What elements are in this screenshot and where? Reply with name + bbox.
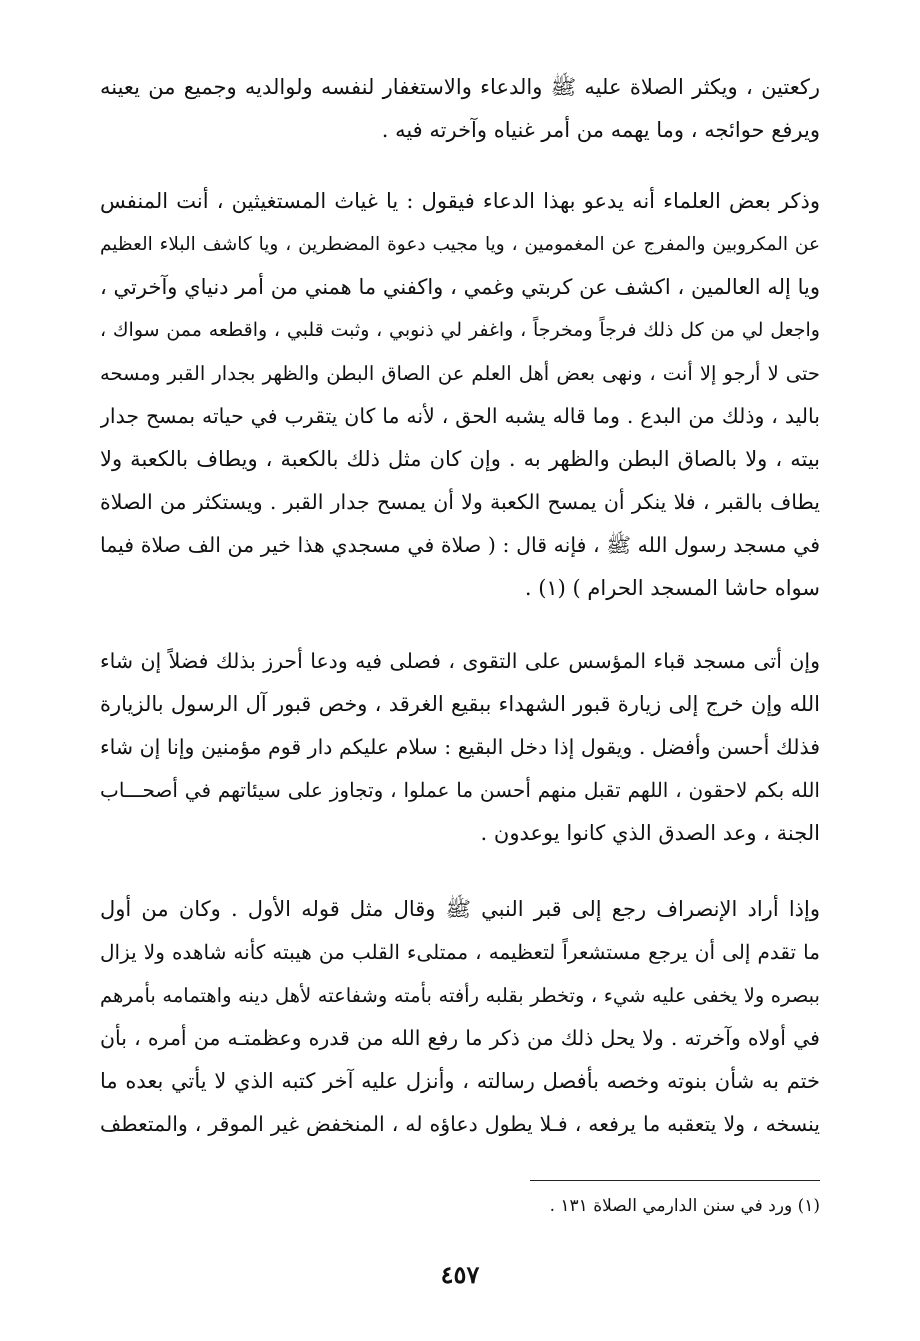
paragraph-4 [100,888,820,1146]
paragraph-3 [100,640,820,855]
text-line: فذلك أحسن وأفضل . ويقول إذا دخل البقيع : سلام عليكم دار قوم مؤمنين وإنا إن شاء [100,735,820,759]
page-number: ٤٥٧ [440,1260,480,1289]
text-line: وذكر بعض العلماء أنه يدعو بهذا الدعاء فيقول : يا غياث المستغيثين ، أنت المنفس [100,189,820,213]
text-line: سواه حاشا المسجد الحرام ) (١) . [524,576,820,600]
text-line: ينسخه ، ولا يتعقبه ما يرفعه ، فـلا يطول دعاؤه له ، المنخفض غير الموقر ، والمتعطف [100,1112,820,1136]
text-line: الله وإن خرج إلى زيارة قبور الشهداء ببقيع الغرقد ، وخص قبور آل الرسول بالزيارة [100,692,820,716]
text-line: باليد ، وذلك من البدع . وما قاله يشبه الحق ، لأنه ما كان يتقرب في حياته بمسح جدار [100,404,820,428]
text-line: وإن أتى مسجد قباء المؤسس على التقوى ، فصلى فيه ودعا أحرز بذلك فضلاً إن شاء [100,649,820,673]
text-line: حتى لا أرجو إلا أنت ، ونهى بعض أهل العلم عن الصاق البطن والظهر بجدار القبر ومسحه [100,362,820,385]
text-line: يطاف بالقبر ، فلا ينكر أن يمسح الكعبة ولا أن يمسح جدار القبر . ويستكثر من الصلاة [100,490,820,514]
text-line: وإذا أراد الإنصراف رجع إلى قبر النبي ﷺ وقال مثل قوله الأول . وكان من أول [100,897,820,921]
text-line: ختم به شأن بنوته وخصه بأفصل رسالته ، وأنزل عليه آخر كتبه الذي لا يأتي بعده ما [100,1069,820,1093]
text-line: ما تقدم إلى أن يرجع مستشعراً لتعظيمه ، ممتلىء القلب من هيبته كأنه شاهده ولا يزال [100,940,820,964]
paragraph-2 [100,180,820,610]
text-line: في أولاه وآخرته . ولا يحل ذلك من ذكر ما رفع الله من قدره وعظمتـه من أمره ، بأن [100,1026,820,1050]
text-line: الله بكم لاحقون ، اللهم تقبل منهم أحسن ما عملوا ، وتجاوز على سيئاتهم في أصحـــاب [100,778,820,802]
paragraph-1 [100,66,820,152]
footnote-separator [530,1180,820,1181]
text-line: ببصره ولا يخفى عليه شيء ، وتخطر بقلبه رأفته بأمته وشفاعته لأهل دينه واهتمامه بأمرهم [100,984,820,1007]
text-line: ويرفع حوائجه ، وما يهمه من أمر غنياه وآخرته فيه . [381,118,820,142]
text-line: بيته ، ولا بالصاق البطن والظهر به . وإن كان مثل ذلك بالكعبة ، ويطاف بالكعبة ولا [100,447,820,471]
text-line: في مسجد رسول الله ﷺ ، فإنه قال : ( صلاة في مسجدي هذا خير من الف صلاة فيما [100,533,820,557]
text-line: واجعل لي من كل ذلك فرجاً ومخرجاً ، واغفر لي ذنوبي ، وثبت قلبي ، واقطعه ممن سواك ، [100,319,820,341]
text-line: ويا إله العالمين ، اكشف عن كربتي وغمي ، واكفني ما همني من أمر دنياي وآخرتي ، [100,275,820,299]
text-line: عن المكروبين والمفرج عن المغمومين ، ويا مجيب دعوة المضطرين ، ويا كاشف البلاء العظيم [100,234,820,255]
text-line: الجنة ، وعد الصدق الذي كانوا يوعدون . [480,821,820,845]
text-line: ركعتين ، ويكثر الصلاة عليه ﷺ والدعاء والاستغفار لنفسه ولوالديه وجميع من يعينه [100,75,820,99]
footnote: (١) ورد في سنن الدارمي الصلاة ١٣١ . [549,1196,820,1216]
